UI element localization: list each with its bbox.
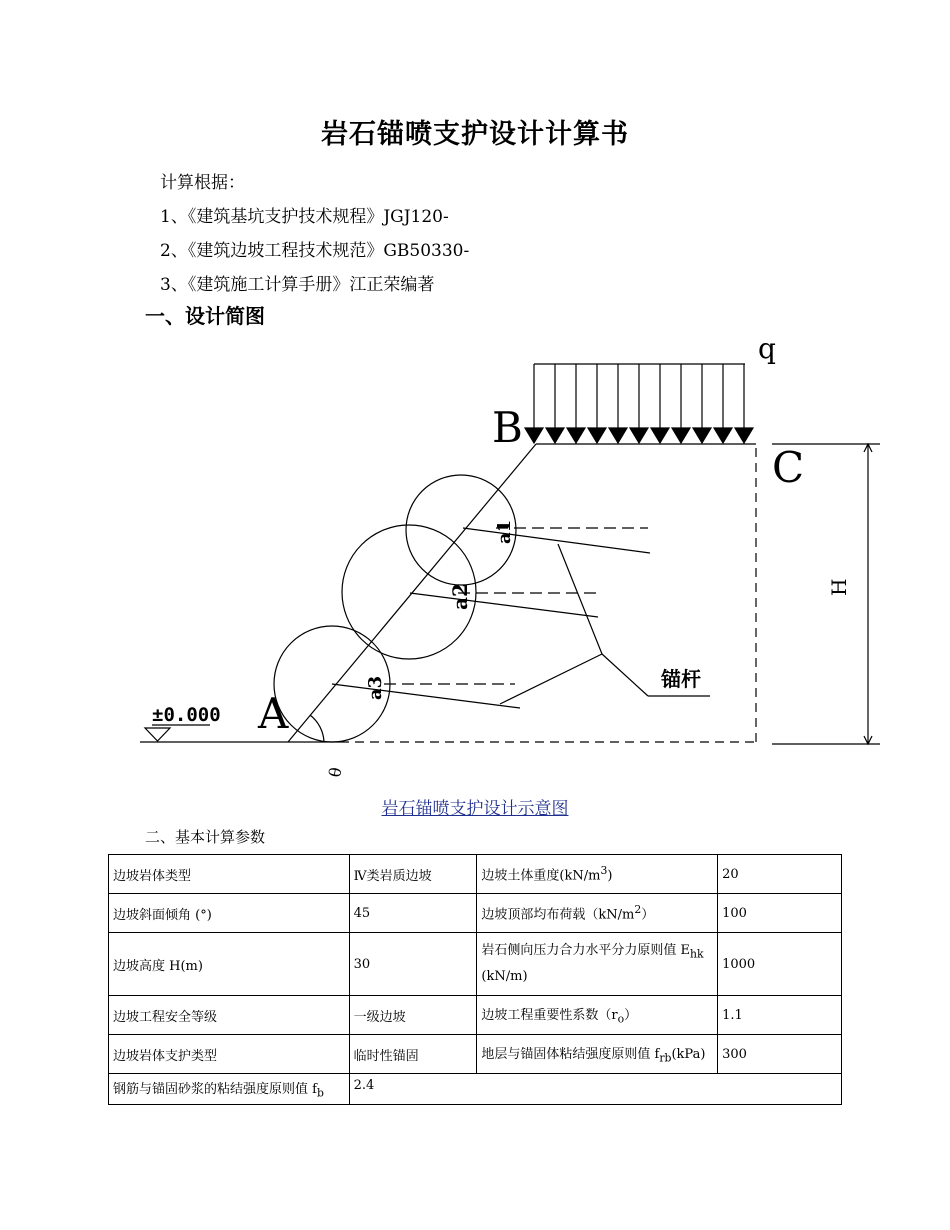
- param-label: 边坡工程重要性系数$(r_o)$: [477, 996, 718, 1035]
- label-level: ±0.000: [152, 704, 221, 726]
- table-row: [109, 855, 842, 894]
- param-value: 临时性锚固: [349, 1035, 477, 1074]
- label-c: C: [772, 443, 805, 492]
- load-arrow-head: [672, 428, 690, 443]
- level-triangle: [145, 728, 170, 741]
- param-value: 1.1: [718, 996, 842, 1035]
- params-table: [108, 854, 842, 1105]
- label-theta: θ: [325, 765, 346, 779]
- load-arrows: [525, 364, 753, 443]
- table-row: [109, 1035, 842, 1074]
- param-value: 20: [718, 855, 842, 894]
- calc-basis: [160, 166, 469, 302]
- design-diagram: [0, 330, 950, 790]
- diagram-caption: 岩石锚喷支护设计示意图: [381, 799, 569, 819]
- param-label: 边坡斜面倾角 (°): [109, 894, 350, 933]
- table-row: [109, 933, 842, 996]
- load-arrow-head: [651, 428, 669, 443]
- label-h: H: [827, 578, 851, 596]
- section-heading-params: 二、基本计算参数: [145, 828, 266, 846]
- load-arrow-head: [525, 428, 543, 443]
- param-label: 边坡工程安全等级: [109, 996, 350, 1035]
- label-a2: a2: [448, 583, 472, 610]
- param-value: 一级边坡: [349, 996, 477, 1035]
- load-arrow-head: [588, 428, 606, 443]
- load-arrow-head: [714, 428, 732, 443]
- param-value: 45: [349, 894, 477, 933]
- sliding-surface: [500, 544, 602, 704]
- param-value: Ⅳ类岩质边坡: [349, 855, 477, 894]
- load-arrow-head: [630, 428, 648, 443]
- basis-heading: 计算根据：: [160, 173, 245, 193]
- load-arrow-head: [735, 428, 753, 443]
- section-heading-diagram: 一、设计简图: [145, 304, 265, 328]
- load-arrow-head: [567, 428, 585, 443]
- param-label: 边坡岩体类型: [109, 855, 350, 894]
- table-row: [109, 996, 842, 1035]
- anchor-2: [410, 593, 598, 617]
- anchor-leader: [602, 654, 648, 696]
- anchor-3: [332, 684, 520, 708]
- param-label: 边坡岩体支护类型: [109, 1035, 350, 1074]
- page-title: 岩石锚喷支护设计计算书: [321, 119, 629, 150]
- anchor-1: [463, 528, 650, 553]
- param-label: 边坡高度 H(m): [109, 933, 350, 996]
- param-label: 钢筋与锚固砂浆的粘结强度原则值 $f_b$: [109, 1074, 350, 1105]
- label-a1: a1: [494, 519, 515, 544]
- param-label: 地层与锚固体粘结强度原则值 $f_{rb}(kPa)$: [477, 1035, 718, 1074]
- label-b: B: [492, 403, 523, 452]
- param-value: 30: [349, 933, 477, 996]
- param-value: 1000: [718, 933, 842, 996]
- load-arrow-head: [546, 428, 564, 443]
- label-q: q: [758, 332, 776, 365]
- param-value: 300: [718, 1035, 842, 1074]
- param-label: 边坡顶部均布荷载$(kN/m^2)$: [477, 894, 718, 933]
- basis-item: 3、《建筑施工计算手册》江正荣编著: [160, 275, 435, 295]
- table-row: [109, 1074, 842, 1105]
- basis-item: 2、《建筑边坡工程技术规范》GB50330-: [160, 241, 470, 261]
- label-a: A: [258, 689, 289, 738]
- table-row: [109, 894, 842, 933]
- param-label: 岩石侧向压力合力水平分力原则值 $E_{hk}$ (kN/m): [477, 933, 718, 996]
- basis-item: 1、《建筑基坑支护技术规程》JGJ120-: [160, 207, 449, 227]
- load-arrow-head: [693, 428, 711, 443]
- param-label: 边坡土体重度$(kN/m^3)$: [477, 855, 718, 894]
- load-arrow-head: [609, 428, 627, 443]
- param-value: 2.4: [349, 1074, 841, 1105]
- param-value: 100: [718, 894, 842, 933]
- label-anchor: 锚杆: [661, 667, 701, 691]
- label-a3: a3: [365, 675, 386, 700]
